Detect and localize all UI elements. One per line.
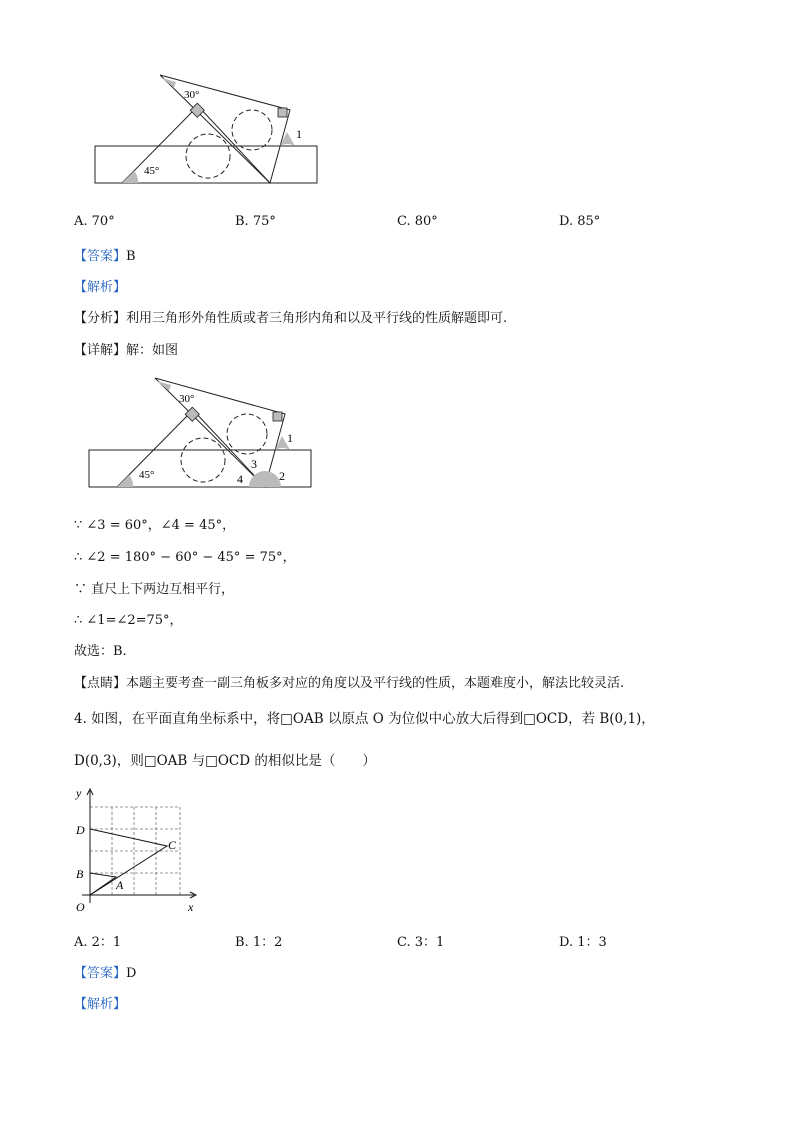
- angle-30-label-2: 30°: [179, 393, 195, 405]
- answer-tag-2: 【答案】: [74, 966, 127, 981]
- angle-2-label: 2: [279, 469, 285, 483]
- detail-line: [74, 339, 178, 358]
- solution-line-2: ∴ ∠2 = 180° − 60° − 45° = 75°，: [74, 550, 296, 565]
- solution-line-1: ∵ ∠3 = 60°，∠4 = 45°，: [74, 518, 236, 533]
- analysis-tag: 【解析】: [74, 280, 127, 295]
- fenxi-text: 利用三角形外角性质或者三角形内角和以及平行线的性质解题即可.: [126, 311, 508, 326]
- fenxi-tag: 【分析】: [74, 311, 127, 326]
- angle-45-label-2: 45°: [139, 469, 155, 481]
- q4-option-c: C. 3：1: [397, 935, 445, 950]
- point-b-label: B: [76, 867, 84, 881]
- q4-option-b: B. 1：2: [235, 935, 283, 950]
- answer-value: B: [126, 249, 136, 264]
- point-c-label: C: [168, 838, 177, 852]
- answer-tag: 【答案】: [74, 249, 127, 264]
- angle-4-label: 4: [237, 472, 243, 486]
- x-axis-label: x: [188, 900, 194, 914]
- figure-triangle-ruler-1: [90, 70, 330, 190]
- y-axis-label: y: [76, 786, 82, 800]
- q3-option-a: A. 70°: [74, 214, 115, 229]
- answer-line: [74, 245, 136, 264]
- solution-line-3: ∵ 直尺上下两边互相平行，: [74, 582, 235, 597]
- q4-option-d: D. 1：3: [559, 935, 607, 950]
- angle-1-label: 1: [296, 127, 302, 141]
- angle-45-label: 45°: [144, 165, 160, 177]
- angle-3-label: 3: [251, 457, 257, 471]
- answer-value-2: D: [126, 966, 137, 981]
- answer-line-2: [74, 962, 136, 981]
- q3-option-d: D. 85°: [559, 214, 601, 229]
- dianjing-tag: 【点睛】: [74, 676, 127, 691]
- analysis-tag-2: 【解析】: [74, 997, 127, 1012]
- solution-line-4: ∴ ∠1=∠2=75°，: [74, 613, 183, 628]
- angle-1-label-2: 1: [287, 431, 293, 445]
- question-4-line-1: 4. 如图，在平面直角坐标系中，将□OAB 以原点 O 为位似中心放大后得到□OCD，若 B(0,1)，: [74, 711, 655, 727]
- point-a-label: A: [116, 878, 124, 892]
- dianjing-text: 本题主要考查一副三角板多对应的角度以及平行线的性质，本题难度小，解法比较灵活.: [126, 676, 625, 691]
- dianjing-line: [74, 672, 624, 691]
- angle-30-label: 30°: [184, 89, 200, 101]
- question-4-line-2: D(0,3)，则□OAB 与□OCD 的相似比是（ ）: [74, 753, 376, 769]
- detail-text: 解：如图: [126, 343, 179, 358]
- point-o-label: O: [76, 900, 85, 914]
- solution-line-5: 故选：B.: [74, 644, 127, 659]
- detail-tag: 【详解】: [74, 343, 127, 358]
- q3-option-c: C. 80°: [397, 214, 438, 229]
- figure-triangle-ruler-2: [85, 372, 325, 494]
- figure-coordinate-grid: [72, 785, 202, 915]
- fenxi-line: [74, 307, 507, 326]
- q3-option-b: B. 75°: [235, 214, 276, 229]
- q4-option-a: A. 2：1: [74, 935, 122, 950]
- point-d-label: D: [76, 823, 85, 837]
